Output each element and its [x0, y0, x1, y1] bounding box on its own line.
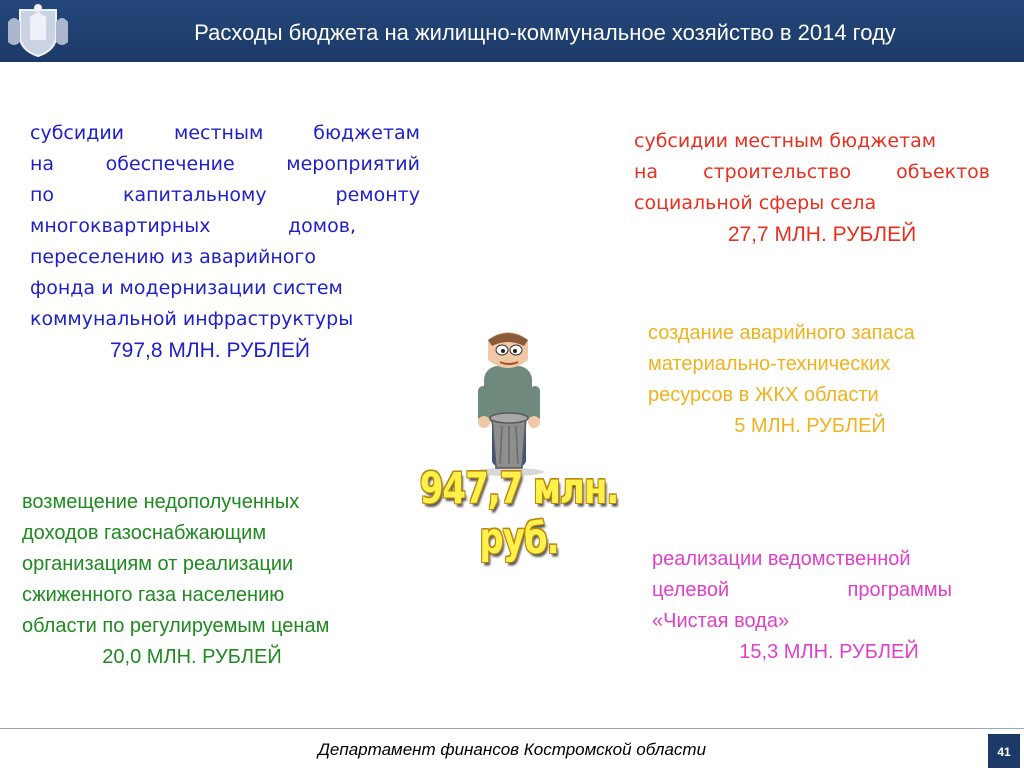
block-line: субсидии местным бюджетам	[634, 130, 937, 152]
block-line: на обеспечение мероприятий	[30, 153, 420, 175]
block-line: фонда и модернизации систем	[30, 277, 343, 299]
block-line: материально-технических	[648, 353, 891, 375]
block-line: субсидии местным бюджетам	[30, 122, 420, 144]
subsidy-social-objects-block	[634, 126, 990, 250]
block-line: сжиженного газа населению	[22, 584, 285, 606]
block-line: переселению из аварийного	[30, 246, 317, 268]
page-title: Расходы бюджета на жилищно-коммунальное хозяйство в 2014 году	[194, 20, 896, 45]
total-amount: 947,7 млн. руб.	[419, 464, 619, 564]
page-number: 41	[988, 734, 1020, 768]
gas-compensation-block	[22, 487, 414, 673]
clean-water-program-block	[652, 544, 952, 668]
worker-with-bin-illustration	[462, 326, 556, 476]
amount-value: 15,3 МЛН. РУБЛЕЙ	[739, 641, 919, 663]
footer-department: Департамент финансов Костромской области	[317, 740, 707, 759]
block-line: организациям от реализации	[22, 553, 294, 575]
block-line: многоквартирных домов,	[30, 215, 356, 237]
block-line: по капитальному ремонту	[30, 184, 420, 206]
coat-of-arms-icon	[6, 2, 70, 60]
block-line: доходов газоснабжающим	[22, 522, 267, 544]
emergency-reserve-block	[648, 318, 978, 442]
block-line: целевой программы	[652, 579, 952, 601]
block-line: возмещение недополученных	[22, 491, 300, 513]
block-line: на строительство объектов	[634, 161, 990, 183]
amount-value: 5 МЛН. РУБЛЕЙ	[734, 415, 886, 437]
block-line: создание аварийного запаса	[648, 322, 915, 344]
block-line: «Чистая вода»	[652, 610, 790, 632]
footer-divider	[0, 728, 1024, 729]
block-line: области по регулируемым ценам	[22, 615, 330, 637]
block-line: ресурсов в ЖКХ области	[648, 384, 879, 406]
block-line: реализации ведомственной	[652, 548, 911, 570]
block-line: социальной сферы села	[634, 192, 877, 214]
amount-value: 797,8 МЛН. РУБЛЕЙ	[109, 339, 311, 362]
amount-value: 27,7 МЛН. РУБЛЕЙ	[727, 223, 917, 246]
subsidy-capital-repair-block	[30, 118, 420, 366]
amount-value: 20,0 МЛН. РУБЛЕЙ	[102, 646, 282, 668]
header-bar	[0, 0, 1024, 62]
block-line: коммунальной инфраструктуры	[30, 308, 354, 330]
